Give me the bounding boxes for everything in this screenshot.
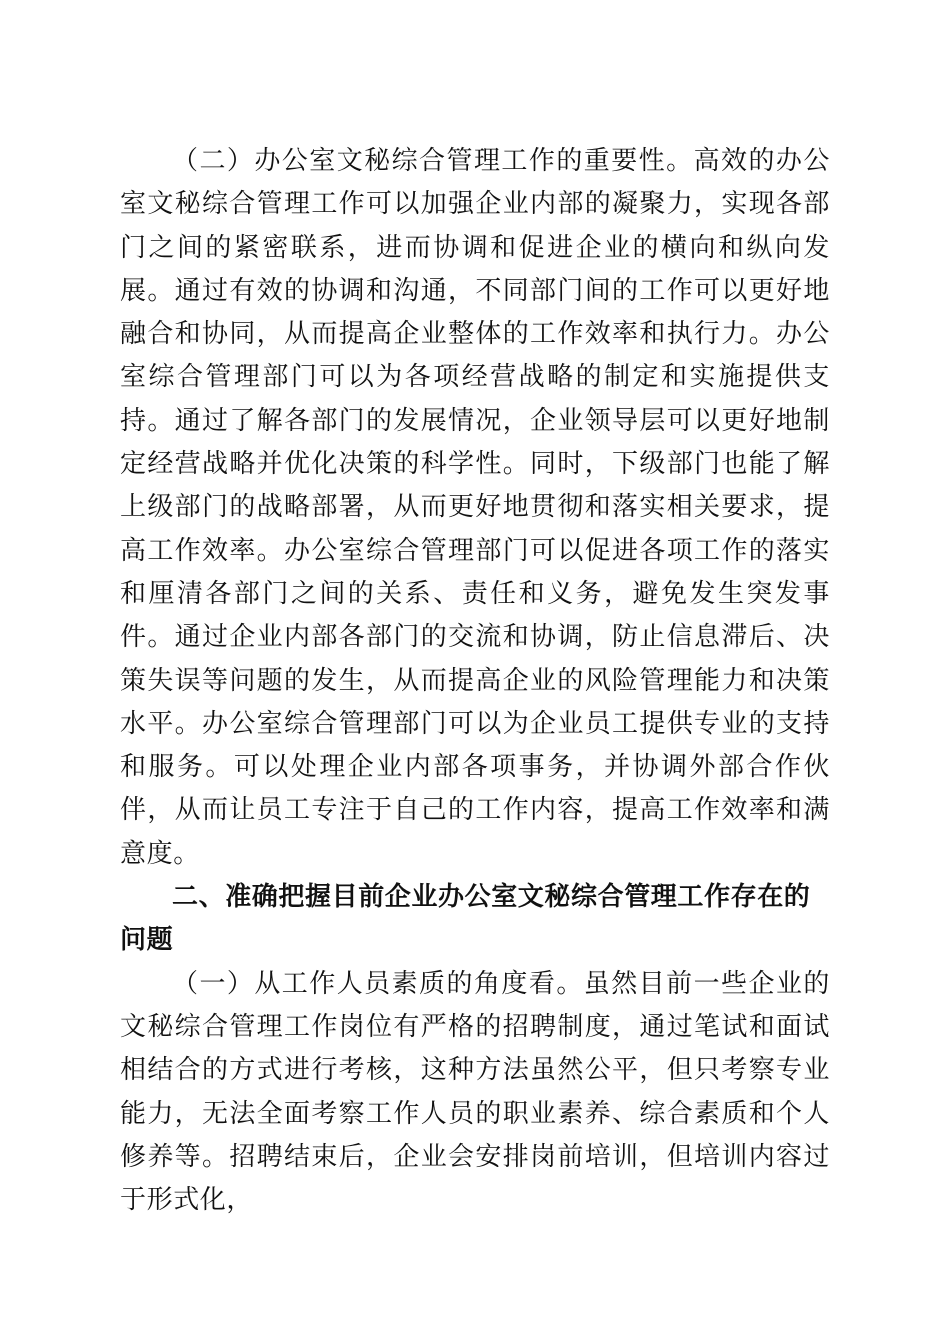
- paragraph-importance-lead: （二）办公室文秘综合管理工作的重要性。: [172, 146, 694, 176]
- paragraph-staff-quality: [120, 963, 830, 1223]
- paragraph-staff-quality-lead: （一）从工作人员素质的角度看。: [172, 968, 584, 999]
- document-body: [120, 140, 830, 1222]
- paragraph-staff-quality-text: 虽然目前一些企业的文秘综合管理工作岗位有严格的招聘制度，通过笔试和面试相结合的方式进行考核，这种方法虽然公平，但只考察专业能力，无法全面考察工作人员的职业素养、综合素质和个人修养等。招聘结束后，企业会安排岗前培训，但培训内容过于形式化，: [120, 968, 830, 1216]
- paragraph-importance: [120, 140, 830, 876]
- paragraph-importance-text: 高效的办公室文秘综合管理工作可以加强企业内部的凝聚力，实现各部门之间的紧密联系，进而协调和促进企业的横向和纵向发展。通过有效的协调和沟通，不同部门间的工作可以更好地融合和协同，从而提高企业整体的工作效率和执行力。办公室综合管理部门可以为各项经营战略的制定和实施提供支持。通过了解各部门的发展情况，企业领导层可以更好地制定经营战略并优化决策的科学性。同时，下级部门也能了解上级部门的战略部署，从而更好地贯彻和落实相关要求，提高工作效率。办公室综合管理部门可以促进各项工作的落实和厘清各部门之间的关系、责任和义务，避免发生突发事件。通过企业内部各部门的交流和协调，防止信息滞后、决策失误等问题的发生，从而提高企业的风险管理能力和决策水平。办公室综合管理部门可以为企业员工提供专业的支持和服务。可以处理企业内部各项事务，并协调外部合作伙伴，从而让员工专注于自己的工作内容，提高工作效率和满意度。: [120, 146, 830, 869]
- section-heading-problems: 二、准确把握目前企业办公室文秘综合管理工作存在的问题: [120, 882, 811, 956]
